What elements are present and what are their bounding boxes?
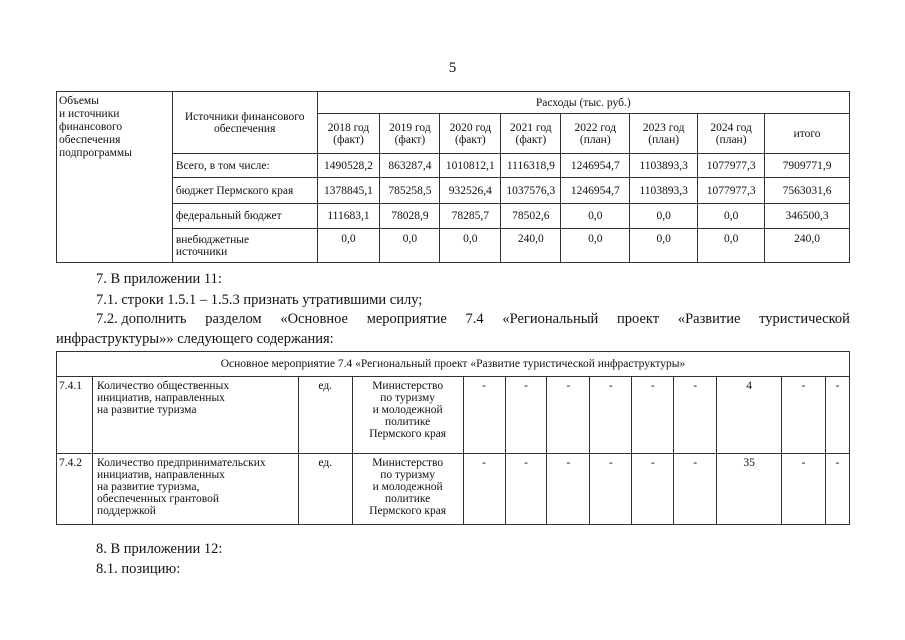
activity-number: 7.4.2 [57, 454, 93, 525]
finance-source-cell: бюджет Пермского края [172, 178, 317, 204]
finance-value-cell: 1490528,2 [317, 154, 380, 178]
activity-value: - [590, 454, 632, 525]
paragraph-7: 7. В приложении 11: [96, 271, 222, 287]
year-header: 2022 год (план) [561, 114, 630, 154]
activity-value: - [674, 454, 717, 525]
activity-value: - [825, 454, 849, 525]
finance-value-cell: 78285,7 [440, 204, 501, 229]
finance-value-cell: 785258,5 [380, 178, 440, 204]
word: проект [617, 311, 660, 327]
finance-value-cell: 240,0 [765, 229, 850, 263]
activity-value: - [463, 377, 505, 454]
activity-table [56, 351, 850, 525]
finance-value-cell: 0,0 [317, 229, 380, 263]
finance-value-cell: 0,0 [630, 229, 698, 263]
finance-value-cell: 0,0 [561, 204, 630, 229]
finance-value-cell: 1077977,3 [698, 154, 765, 178]
word: туристической [759, 311, 850, 327]
finance-row [57, 178, 850, 204]
finance-value-cell: 1246954,7 [561, 178, 630, 204]
finance-value-cell: 1077977,3 [698, 178, 765, 204]
paragraph-7-2 [56, 310, 850, 328]
activity-value: - [505, 377, 547, 454]
year-header: 2023 год (план) [630, 114, 698, 154]
finance-value-cell: 0,0 [630, 204, 698, 229]
finance-value-cell: 7563031,6 [765, 178, 850, 204]
finance-value-cell: 7909771,9 [765, 154, 850, 178]
finance-value-cell: 346500,3 [765, 204, 850, 229]
activity-value: 35 [717, 454, 782, 525]
year-header: итого [765, 114, 850, 154]
finance-value-cell: 1010812,1 [440, 154, 501, 178]
paragraph-8: 8. В приложении 12: [96, 541, 223, 557]
word: 7.2. дополнить [96, 311, 187, 327]
word: 7.4 [465, 311, 484, 327]
word: разделом [205, 311, 262, 327]
paragraph-7-2-line-1 [56, 310, 850, 328]
finance-row [57, 204, 850, 229]
activity-number: 7.4.1 [57, 377, 93, 454]
finance-value-cell: 932526,4 [440, 178, 501, 204]
finance-value-cell: 863287,4 [380, 154, 440, 178]
activity-value: - [674, 377, 717, 454]
finance-source-cell: Всего, в том числе: [172, 154, 317, 178]
finance-value-cell: 1103893,3 [630, 154, 698, 178]
finance-value-cell: 78502,6 [501, 204, 561, 229]
finance-table [56, 91, 850, 263]
activity-row [57, 377, 850, 454]
finance-value-cell: 0,0 [698, 229, 765, 263]
activity-table-header: Основное мероприятие 7.4 «Региональный проект «Развитие туристической инфраструктуры» [57, 352, 850, 377]
page-number: 5 [448, 60, 457, 76]
finance-value-cell: 1037576,3 [501, 178, 561, 204]
finance-row [57, 229, 850, 263]
activity-executor: Министерство по туризму и молодежной политике Пермского края [352, 454, 463, 525]
paragraph-8-1: 8.1. позицию: [96, 561, 181, 577]
activity-value: - [547, 454, 590, 525]
finance-value-cell: 1116318,9 [501, 154, 561, 178]
activity-row [57, 454, 850, 525]
finance-value-cell: 240,0 [501, 229, 561, 263]
activity-unit: ед. [298, 454, 352, 525]
finance-row-label: Объемы и источники финансового обеспечения подпрограммы [57, 92, 173, 263]
expenses-header: Расходы (тыс. руб.) [317, 92, 850, 114]
activity-value: 4 [717, 377, 782, 454]
activity-value: - [505, 454, 547, 525]
year-header: 2019 год (факт) [380, 114, 440, 154]
finance-value-cell: 1378845,1 [317, 178, 380, 204]
activity-value: - [632, 454, 674, 525]
activity-name: Количество общественных инициатив, направленных на развитие туризма [92, 377, 298, 454]
year-header: 2018 год (факт) [317, 114, 380, 154]
paragraph-7-2-line-2: инфраструктуры»» следующего содержания: [56, 331, 334, 347]
activity-name: Количество предпринимательских инициатив, направленных на развитие туризма, обеспеченных грантовой поддержкой [92, 454, 298, 525]
year-header: 2020 год (факт) [440, 114, 501, 154]
finance-value-cell: 78028,9 [380, 204, 440, 229]
finance-value-cell: 0,0 [561, 229, 630, 263]
finance-source-cell: федеральный бюджет [172, 204, 317, 229]
finance-value-cell: 0,0 [698, 204, 765, 229]
activity-value: - [463, 454, 505, 525]
word: мероприятие [366, 311, 447, 327]
finance-value-cell: 1246954,7 [561, 154, 630, 178]
source-header: Источники финансового обеспечения [172, 92, 317, 154]
activity-value: - [590, 377, 632, 454]
activity-value: - [825, 377, 849, 454]
finance-value-cell: 0,0 [440, 229, 501, 263]
activity-value: - [782, 377, 826, 454]
activity-value: - [547, 377, 590, 454]
finance-source-cell: внебюджетные источники [172, 229, 317, 263]
year-header: 2024 год (план) [698, 114, 765, 154]
finance-value-cell: 1103893,3 [630, 178, 698, 204]
activity-unit: ед. [298, 377, 352, 454]
word: «Развитие [677, 311, 741, 327]
paragraph-7-1: 7.1. строки 1.5.1 – 1.5.3 признать утратившими силу; [96, 292, 423, 308]
activity-value: - [782, 454, 826, 525]
finance-value-cell: 0,0 [380, 229, 440, 263]
word: «Региональный [502, 311, 599, 327]
finance-value-cell: 111683,1 [317, 204, 380, 229]
finance-row [57, 154, 850, 178]
activity-executor: Министерство по туризму и молодежной политике Пермского края [352, 377, 463, 454]
year-header: 2021 год (факт) [501, 114, 561, 154]
word: «Основное [280, 311, 348, 327]
activity-value: - [632, 377, 674, 454]
